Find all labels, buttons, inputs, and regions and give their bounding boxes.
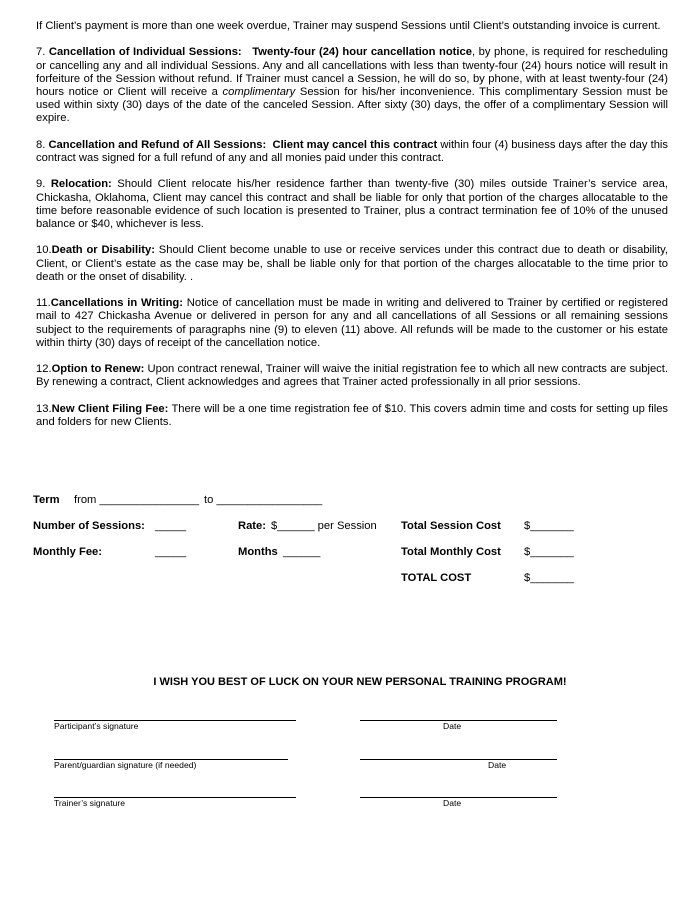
guardian-date-label: Date: [488, 760, 507, 770]
clause-title: Relocation:: [50, 178, 112, 191]
clause-bold-lead: Twenty-four (24) hour cancellation notice: [252, 46, 472, 59]
sessions-label: Number of Sessions:: [33, 520, 145, 532]
total-session-cost-field[interactable]: $_______: [524, 520, 574, 532]
clause-12: [36, 363, 668, 389]
clause-number: 7.: [36, 46, 49, 59]
clause-title: Option to Renew:: [51, 363, 145, 376]
clause-7: [36, 46, 668, 125]
good-luck-banner: I WISH YOU BEST OF LUCK ON YOUR NEW PERSONAL TRAINING PROGRAM!: [153, 676, 567, 688]
trainer-date-label: Date: [443, 798, 462, 808]
clause-text: Upon contract renewal, Trainer will waive the initial registration fee to which all new contracts are subject. By renewing a contract, Client acknowledges and agrees that Trainer acted professionally in all prior sessions.: [36, 363, 668, 389]
clause-13: [36, 403, 668, 429]
clause-number: 11.: [36, 297, 51, 310]
guardian-signature-label: Parent/guardian signature (if needed): [54, 760, 197, 770]
total-session-cost-label: Total Session Cost: [401, 520, 501, 532]
clause-title: Cancellation of Individual Sessions:: [48, 46, 242, 59]
term-label: Term: [33, 494, 60, 506]
term-from-field[interactable]: from ________________: [74, 494, 200, 506]
total-monthly-cost-label: Total Monthly Cost: [401, 546, 501, 558]
clause-9: [36, 178, 668, 231]
sessions-field[interactable]: _____: [155, 520, 187, 532]
clause-11: [36, 297, 668, 350]
clause-text: within four (4) business days after the day this contract was signed for a full refund of any and all monies paid under this contract.: [36, 138, 668, 164]
months-label: Months: [238, 546, 278, 558]
rate-field[interactable]: $______ per Session: [271, 520, 377, 532]
guardian-date-line[interactable]: [360, 759, 557, 760]
clause-number: 12.: [36, 363, 52, 376]
clause-number: 8.: [36, 138, 49, 151]
clause-number: 13.: [36, 402, 52, 415]
monthly-fee-label: Monthly Fee:: [33, 546, 102, 558]
total-cost-field[interactable]: $_______: [524, 572, 574, 584]
clause-text: , by phone, is required for rescheduling or cancelling any and all individual Sessions. Any and all cancellations with less than twenty-four (24) hours notice will result in forfeiture of the Session without refund. If Trainer must cancel a Session, he will do so, by phone, with at least twenty-four (24) hours notice or Client will receive a: [36, 46, 668, 98]
clause-text: Should Client relocate his/her residence farther than twenty-five (30) miles outside Trainer’s service area, Chickasha, Oklahoma, Client may cancel this contract and shall be liable for only that portion of the charges allocatable to the time before reasonable evidence of such location is presented to Trainer, plus a contract termination fee of 10% of the unused balance or $40, whichever is less.: [36, 178, 668, 230]
participant-signature-label: Participant’s signature: [54, 721, 139, 731]
clause-text: Should Client become unable to use or receive services under this contract due to death or disability, Client, or Client’s estate as the case may be, shall be liable only for that portion of the charges allocatable to the time prior to death or the onset of disability. .: [36, 244, 668, 283]
clause-text: There will be a one time registration fee of $10. This covers admin time and costs for setting up files and folders for new Clients.: [36, 402, 669, 428]
clause-title: Death or Disability:: [51, 244, 155, 257]
clause-text: Notice of cancellation must be made in writing and delivered to Trainer by certified or registered mail to 427 Chickasha Avenue or delivered in person for any and all cancellations of all Sessions or all remaining sessions subject to the requirements of paragraphs nine (9) to eleven (11) above. All refunds will be made to the customer or his estate within thirty (30) days of receipt of the cancellation notice.: [36, 297, 668, 349]
clause-8: [36, 139, 668, 165]
contract-body: [36, 20, 668, 442]
clause-title: New Client Filing Fee:: [51, 402, 169, 415]
rate-label: Rate:: [238, 520, 266, 532]
clause-number: 9.: [36, 178, 51, 191]
clause-number: 10.: [36, 244, 52, 257]
clause-bold-lead: Client may cancel this contract: [272, 138, 438, 151]
participant-date-label: Date: [443, 721, 462, 731]
clause-title: Cancellations in Writing:: [50, 297, 183, 310]
overdue-paragraph: If Client’s payment is more than one week overdue, Trainer may suspend Sessions until Client’s outstanding invoice is current.: [36, 20, 661, 32]
clause-10: [36, 244, 668, 284]
total-cost-label: TOTAL COST: [401, 572, 472, 584]
clause-text: Session for his/her inconvenience. This complimentary Session must be used within sixty (30) days of the date of the canceled Session. After sixty (30) days, the offer of a complimentary Session will expire.: [36, 86, 668, 125]
total-monthly-cost-field[interactable]: $_______: [524, 546, 574, 558]
clause-italic: complimentary: [222, 86, 296, 98]
term-to-field[interactable]: to _________________: [204, 494, 323, 506]
clause-title: Cancellation and Refund of All Sessions:: [48, 138, 267, 151]
monthly-fee-field[interactable]: _____: [155, 546, 187, 558]
trainer-signature-label: Trainer’s signature: [54, 798, 126, 808]
months-field[interactable]: ______: [283, 546, 321, 558]
